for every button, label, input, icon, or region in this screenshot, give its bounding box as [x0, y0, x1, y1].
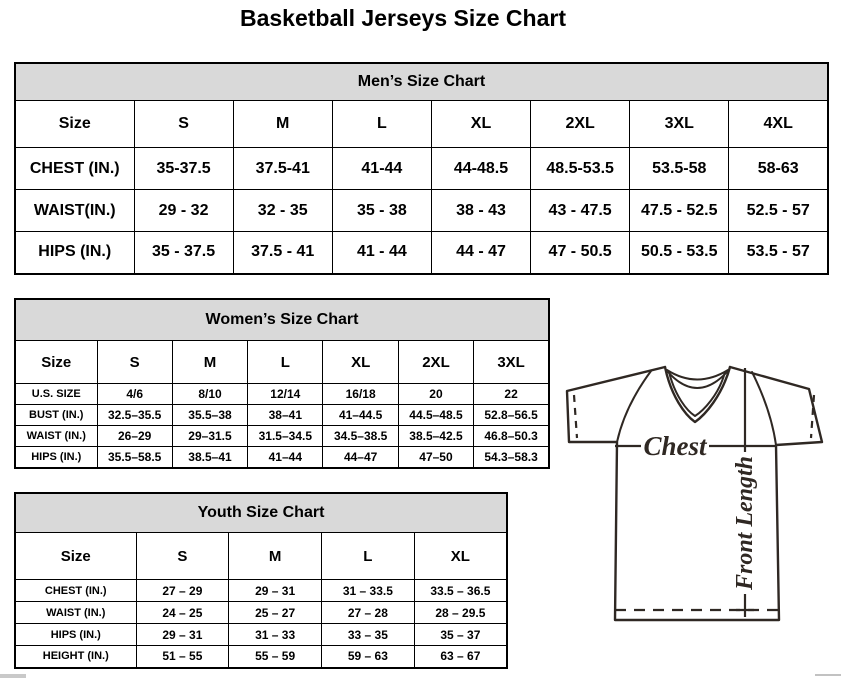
womens-hips-row	[15, 447, 549, 468]
womens-chart-title: Women’s Size Chart	[15, 299, 549, 341]
womens-ussize-xl: 16/18	[323, 384, 398, 405]
womens-bust-3xl: 52.8–56.5	[474, 405, 549, 426]
youth-row-label-height: HEIGHT (IN.)	[15, 646, 136, 668]
mens-col-header-4xl: 4XL	[729, 101, 828, 148]
womens-ussize-3xl: 22	[474, 384, 549, 405]
womens-hips-l: 41–44	[248, 447, 323, 468]
womens-waist-m: 29–31.5	[172, 426, 247, 447]
youth-row-label-hips: HIPS (IN.)	[15, 624, 136, 646]
mens-col-header-l: L	[332, 101, 431, 148]
womens-ussize-m: 8/10	[172, 384, 247, 405]
mens-waist-xl: 38 - 43	[431, 190, 530, 232]
womens-col-header-size: Size	[15, 341, 97, 384]
youth-col-header-m: M	[229, 533, 322, 580]
mens-chest-4xl: 58-63	[729, 148, 828, 190]
youth-hips-row	[15, 624, 507, 646]
mens-chart-header-row	[15, 63, 828, 101]
youth-waist-xl: 28 – 29.5	[414, 602, 507, 624]
mens-chest-2xl: 48.5-53.5	[531, 148, 630, 190]
mens-waist-l: 35 - 38	[332, 190, 431, 232]
youth-col-header-size: Size	[15, 533, 136, 580]
youth-waist-s: 24 – 25	[136, 602, 229, 624]
mens-hips-2xl: 47 - 50.5	[531, 232, 630, 274]
mens-hips-row	[15, 232, 828, 274]
youth-col-header-s: S	[136, 533, 229, 580]
youth-height-l: 59 – 63	[322, 646, 415, 668]
womens-col-header-2xl: 2XL	[398, 341, 473, 384]
page-title: Basketball Jerseys Size Chart	[239, 5, 566, 31]
womens-bust-2xl: 44.5–48.5	[398, 405, 473, 426]
womens-waist-xl: 34.5–38.5	[323, 426, 398, 447]
mens-col-header-size: Size	[15, 101, 134, 148]
jersey-left-cuff-dash	[574, 395, 577, 438]
youth-chest-m: 29 – 31	[229, 580, 322, 602]
youth-column-header-row	[15, 533, 507, 580]
mens-col-header-xl: XL	[431, 101, 530, 148]
womens-waist-2xl: 38.5–42.5	[398, 426, 473, 447]
womens-col-header-xl: XL	[323, 341, 398, 384]
womens-column-header-row	[15, 341, 549, 384]
womens-ussize-row	[15, 384, 549, 405]
womens-waist-3xl: 46.8–50.3	[474, 426, 549, 447]
mens-waist-2xl: 43 - 47.5	[531, 190, 630, 232]
womens-hips-s: 35.5–58.5	[97, 447, 172, 468]
mens-hips-l: 41 - 44	[332, 232, 431, 274]
womens-col-header-l: L	[248, 341, 323, 384]
womens-waist-row	[15, 426, 549, 447]
youth-size-chart-table	[14, 492, 508, 669]
youth-hips-xl: 35 – 37	[414, 624, 507, 646]
youth-chest-s: 27 – 29	[136, 580, 229, 602]
womens-chart-header-row	[15, 299, 549, 341]
womens-col-header-3xl: 3XL	[474, 341, 549, 384]
youth-chest-l: 31 – 33.5	[322, 580, 415, 602]
youth-col-header-xl: XL	[414, 533, 507, 580]
womens-hips-xl: 44–47	[323, 447, 398, 468]
womens-hips-2xl: 47–50	[398, 447, 473, 468]
womens-row-label-ussize: U.S. SIZE	[15, 384, 97, 405]
mens-row-label-chest: CHEST (IN.)	[15, 148, 134, 190]
mens-chart-title: Men’s Size Chart	[15, 63, 828, 101]
mens-waist-m: 32 - 35	[233, 190, 332, 232]
mens-chest-l: 41-44	[332, 148, 431, 190]
youth-height-row	[15, 646, 507, 668]
jersey-right-armhole-seam	[752, 372, 776, 445]
mens-waist-row	[15, 190, 828, 232]
mens-waist-s: 29 - 32	[134, 190, 233, 232]
mens-size-chart-table	[14, 62, 829, 275]
youth-chart-title: Youth Size Chart	[15, 493, 507, 533]
mens-row-label-waist: WAIST(IN.)	[15, 190, 134, 232]
mens-waist-4xl: 52.5 - 57	[729, 190, 828, 232]
mens-row-label-hips: HIPS (IN.)	[15, 232, 134, 274]
mens-chest-3xl: 53.5-58	[630, 148, 729, 190]
youth-height-xl: 63 – 67	[414, 646, 507, 668]
bottom-right-corner-bar	[815, 674, 841, 676]
womens-hips-m: 38.5–41	[172, 447, 247, 468]
youth-hips-m: 31 – 33	[229, 624, 322, 646]
youth-chart-header-row	[15, 493, 507, 533]
jersey-collar-arc-top	[667, 370, 728, 380]
mens-col-header-3xl: 3XL	[630, 101, 729, 148]
youth-waist-m: 25 – 27	[229, 602, 322, 624]
mens-hips-m: 37.5 - 41	[233, 232, 332, 274]
womens-waist-l: 31.5–34.5	[248, 426, 323, 447]
youth-waist-row	[15, 602, 507, 624]
jersey-outline	[567, 367, 822, 620]
youth-hips-s: 29 – 31	[136, 624, 229, 646]
womens-hips-3xl: 54.3–58.3	[474, 447, 549, 468]
youth-chest-row	[15, 580, 507, 602]
womens-bust-m: 35.5–38	[172, 405, 247, 426]
jersey-front-diagram	[557, 358, 835, 628]
chest-label: Chest	[643, 431, 707, 461]
mens-hips-3xl: 50.5 - 53.5	[630, 232, 729, 274]
womens-ussize-l: 12/14	[248, 384, 323, 405]
mens-chest-s: 35-37.5	[134, 148, 233, 190]
front-length-label: Front Length	[732, 455, 758, 591]
youth-hips-l: 33 – 35	[322, 624, 415, 646]
youth-chest-xl: 33.5 – 36.5	[414, 580, 507, 602]
womens-ussize-s: 4/6	[97, 384, 172, 405]
youth-height-s: 51 – 55	[136, 646, 229, 668]
womens-waist-s: 26–29	[97, 426, 172, 447]
womens-row-label-waist: WAIST (IN.)	[15, 426, 97, 447]
youth-row-label-waist: WAIST (IN.)	[15, 602, 136, 624]
mens-col-header-2xl: 2XL	[531, 101, 630, 148]
youth-waist-l: 27 – 28	[322, 602, 415, 624]
mens-chest-xl: 44-48.5	[431, 148, 530, 190]
womens-ussize-2xl: 20	[398, 384, 473, 405]
womens-row-label-bust: BUST (IN.)	[15, 405, 97, 426]
womens-size-chart-table	[14, 298, 550, 469]
mens-chest-row	[15, 148, 828, 190]
womens-bust-s: 32.5–35.5	[97, 405, 172, 426]
womens-bust-l: 38–41	[248, 405, 323, 426]
mens-column-header-row	[15, 101, 828, 148]
youth-col-header-l: L	[322, 533, 415, 580]
womens-col-header-m: M	[172, 341, 247, 384]
mens-hips-s: 35 - 37.5	[134, 232, 233, 274]
youth-height-m: 55 – 59	[229, 646, 322, 668]
womens-row-label-hips: HIPS (IN.)	[15, 447, 97, 468]
womens-bust-row	[15, 405, 549, 426]
bottom-left-corner-bar	[0, 674, 26, 678]
mens-col-header-m: M	[233, 101, 332, 148]
mens-hips-4xl: 53.5 - 57	[729, 232, 828, 274]
mens-chest-m: 37.5-41	[233, 148, 332, 190]
mens-hips-xl: 44 - 47	[431, 232, 530, 274]
womens-col-header-s: S	[97, 341, 172, 384]
mens-waist-3xl: 47.5 - 52.5	[630, 190, 729, 232]
mens-col-header-s: S	[134, 101, 233, 148]
womens-bust-xl: 41–44.5	[323, 405, 398, 426]
youth-row-label-chest: CHEST (IN.)	[15, 580, 136, 602]
